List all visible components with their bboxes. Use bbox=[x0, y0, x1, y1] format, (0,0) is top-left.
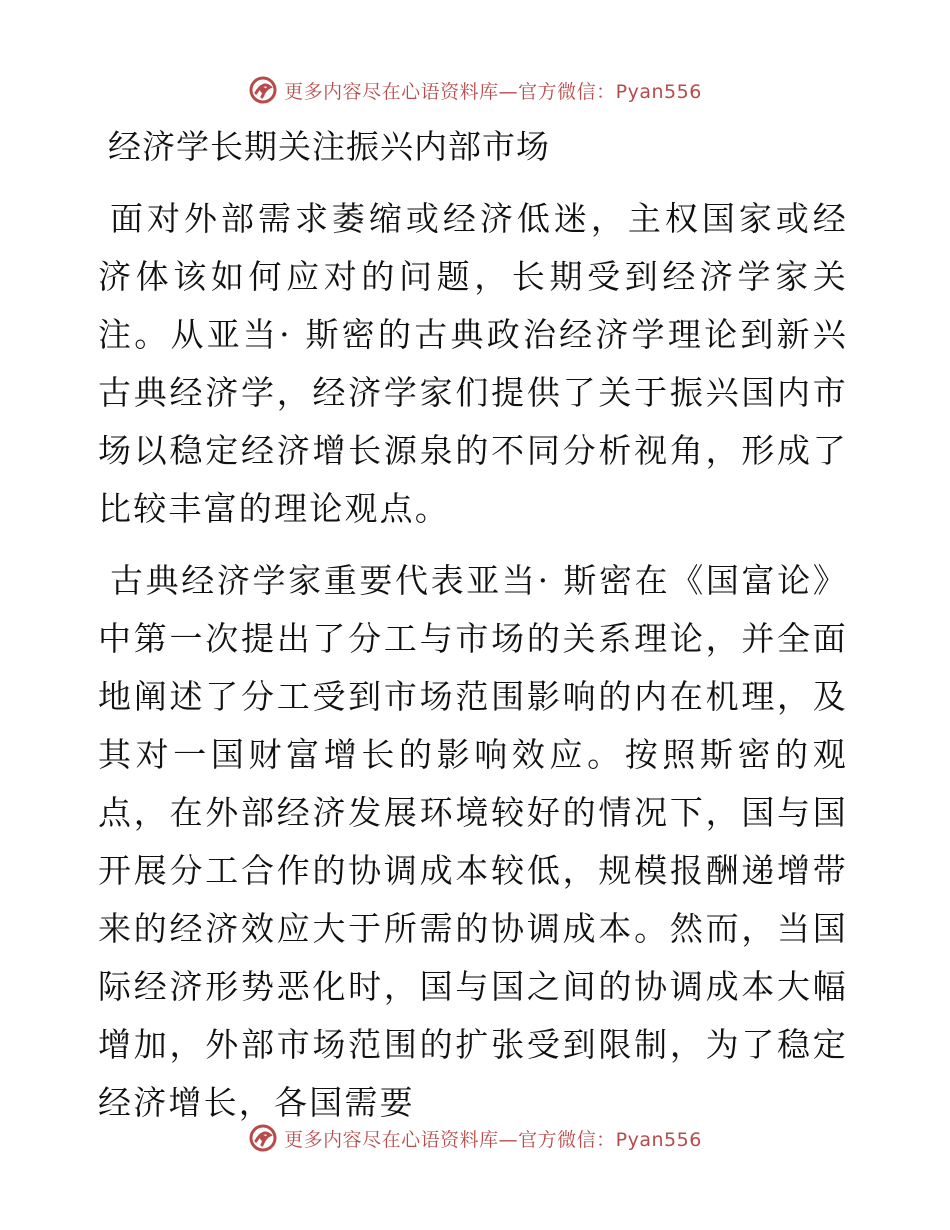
footer-watermark-banner bbox=[0, 1118, 950, 1158]
article-title: 经济学长期关注振兴内部市场 bbox=[108, 127, 550, 166]
watermark-text: 更多内容尽在心语资料库—官方微信：Pyan556 bbox=[284, 80, 702, 103]
paragraph-2: 古典经济学家重要代表亚当· 斯密在《国富论》中第一次提出了分工与市场的关系理论，并全面地阐述了分工受到市场范围影响的内在机理，及其对一国财富增长的影响效应。按照斯密的观点，在外部经济发展环境较好的情况下，国与国开展分工合作的协调成本较低，规模报酬递增带来的经济效应大于所需的协调成本。然而，当国际经济形势恶化时，国与国之间的协调成本大幅增加，外部市场范围的扩张受到限制，为了稳定经济增长，各国需要 bbox=[98, 561, 848, 1122]
header-watermark-banner bbox=[0, 70, 950, 110]
swirl-logo-icon bbox=[248, 75, 278, 105]
swirl-logo-icon bbox=[248, 1123, 278, 1153]
document-body bbox=[98, 118, 848, 1132]
paragraph-1: 面对外部需求萎缩或经济低迷，主权国家或经济体该如何应对的问题，长期受到经济学家关注。从亚当· 斯密的古典政治经济学理论到新兴古典经济学，经济学家们提供了关于振兴国内市场以稳定经济增长源泉的不同分析视角，形成了比较丰富的理论观点。 bbox=[98, 199, 848, 528]
watermark-text: 更多内容尽在心语资料库—官方微信：Pyan556 bbox=[284, 1128, 702, 1151]
